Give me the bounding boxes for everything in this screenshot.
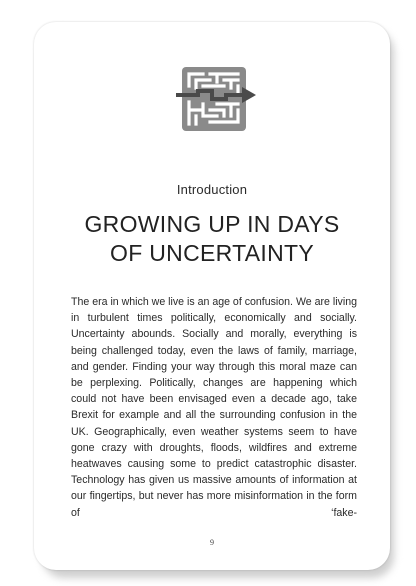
chapter-label: Introduction [176,182,248,197]
body-paragraph: The era in which we live is an age of confusion. We are living in turbulent times politically, economically and socially. Uncertainty abounds. Socially and morally, everything is being challenged today, even the laws of family, marriage, and gender. Finding your way through this moral maze can be perplexing. Politically, changes are happening which could not have been envisaged even a decade ago, take Brexit for example and all the surrounding confusion in the UK. Geographically, even weather systems seem to have gone crazy with droughts, floods, wildfires and extreme heatwaves causing some to predict catastrophic disaster. Technology has given us massive amounts of information at our fingertips, but never has more misinformation in the form of ‘fake- [71,296,357,519]
page-number: 9 [210,538,214,547]
chapter-title-line-1: GROWING UP IN DAYS [84,211,340,237]
book-page [34,22,390,570]
chapter-title [34,210,390,268]
maze-with-arrow-icon [176,66,258,134]
chapter-title-line-2: OF UNCERTAINTY [110,240,314,266]
